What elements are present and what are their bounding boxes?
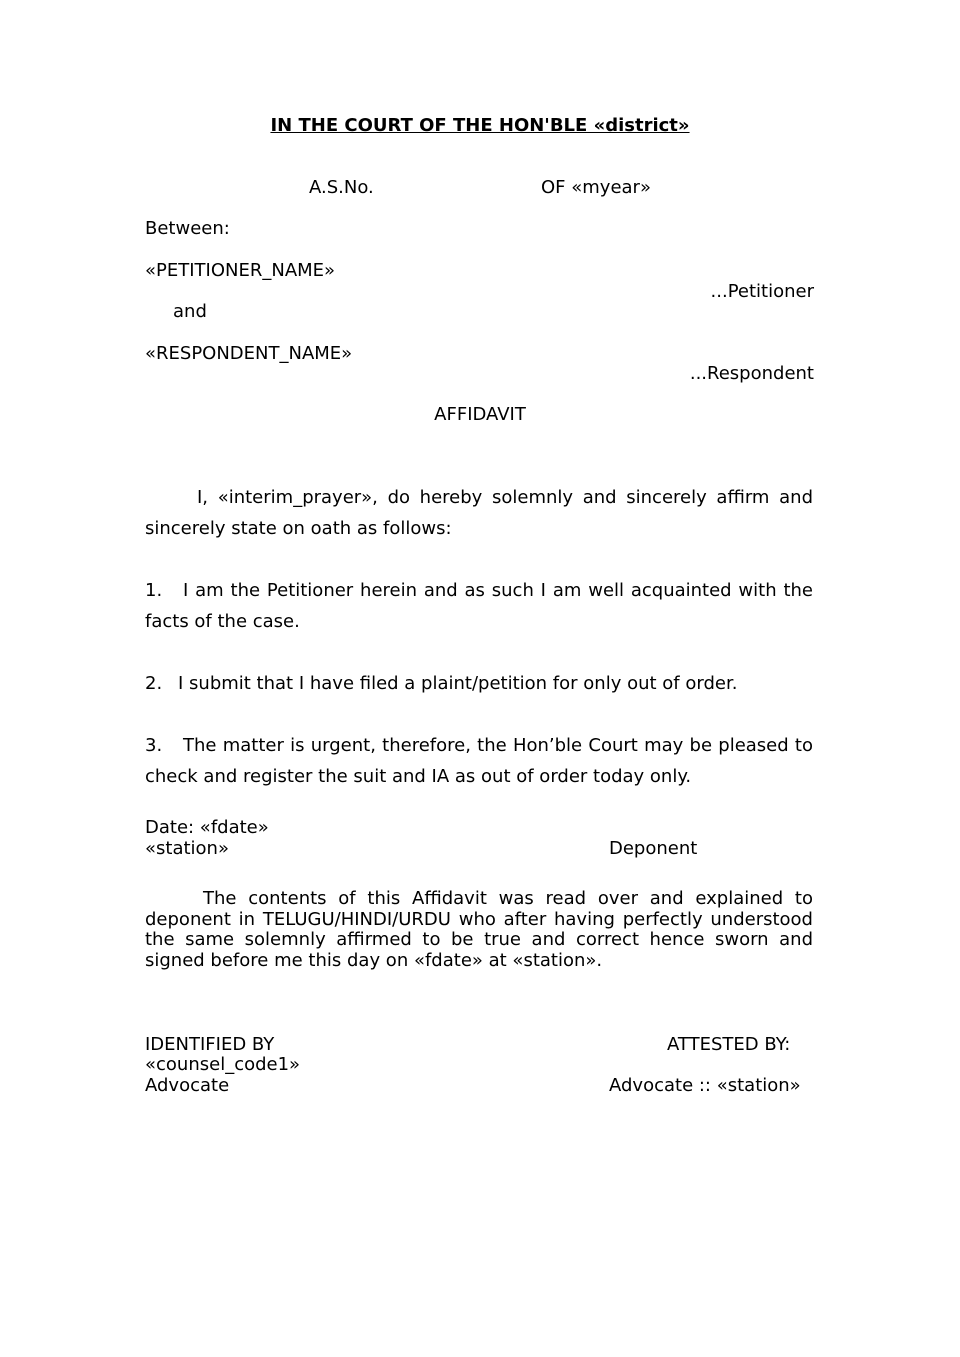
date-line: Date: «fdate» [145, 817, 269, 838]
advocate-left: Advocate [145, 1075, 230, 1096]
point-2 [145, 668, 813, 699]
point-2-text: I submit that I have filed a plaint/petition for only out of order. [178, 673, 738, 694]
affidavit-heading: AFFIDAVIT [434, 404, 526, 425]
and-label: and [173, 301, 207, 322]
point-3-text: The matter is urgent, therefore, the Hon’ble Court may be pleased to check and register the suit and IA as out of order today only. [145, 735, 813, 787]
point-2-number: 2. [145, 673, 163, 694]
point-1-text: I am the Petitioner herein and as such I am well acquainted with the facts of the case. [145, 580, 813, 632]
attestation-text: The contents of this Affidavit was read over and explained to deponent in TELUGU/HINDI/URDU who after having perfectly understood the same solemnly affirmed to be true and correct hence sworn and signed before me this day on «fdate» at «station». [145, 888, 813, 972]
case-number-label: A.S.No. [309, 177, 374, 198]
point-1 [145, 575, 813, 637]
identified-by-label: IDENTIFIED BY [145, 1034, 275, 1055]
court-title: IN THE COURT OF THE HON'BLE «district» [270, 115, 690, 136]
petitioner-role: ...Petitioner [710, 281, 814, 302]
point-3 [145, 730, 813, 792]
station-line: «station» [145, 838, 229, 859]
respondent-name: «RESPONDENT_NAME» [145, 343, 353, 364]
affidavit-intro: I, «interim_prayer», do hereby solemnly and sincerely affirm and sincerely state on oath as follows: [145, 487, 813, 539]
deponent-label: Deponent [609, 838, 698, 859]
between-label: Between: [145, 218, 230, 239]
point-1-number: 1. [145, 580, 163, 601]
point-3-number: 3. [145, 735, 163, 756]
attested-by-label: ATTESTED BY: [667, 1034, 791, 1055]
counsel-code: «counsel_code1» [145, 1054, 301, 1075]
advocate-right: Advocate :: «station» [609, 1075, 801, 1096]
petitioner-name: «PETITIONER_NAME» [145, 260, 336, 281]
case-year: OF «myear» [541, 177, 651, 198]
respondent-role: ...Respondent [689, 363, 814, 384]
